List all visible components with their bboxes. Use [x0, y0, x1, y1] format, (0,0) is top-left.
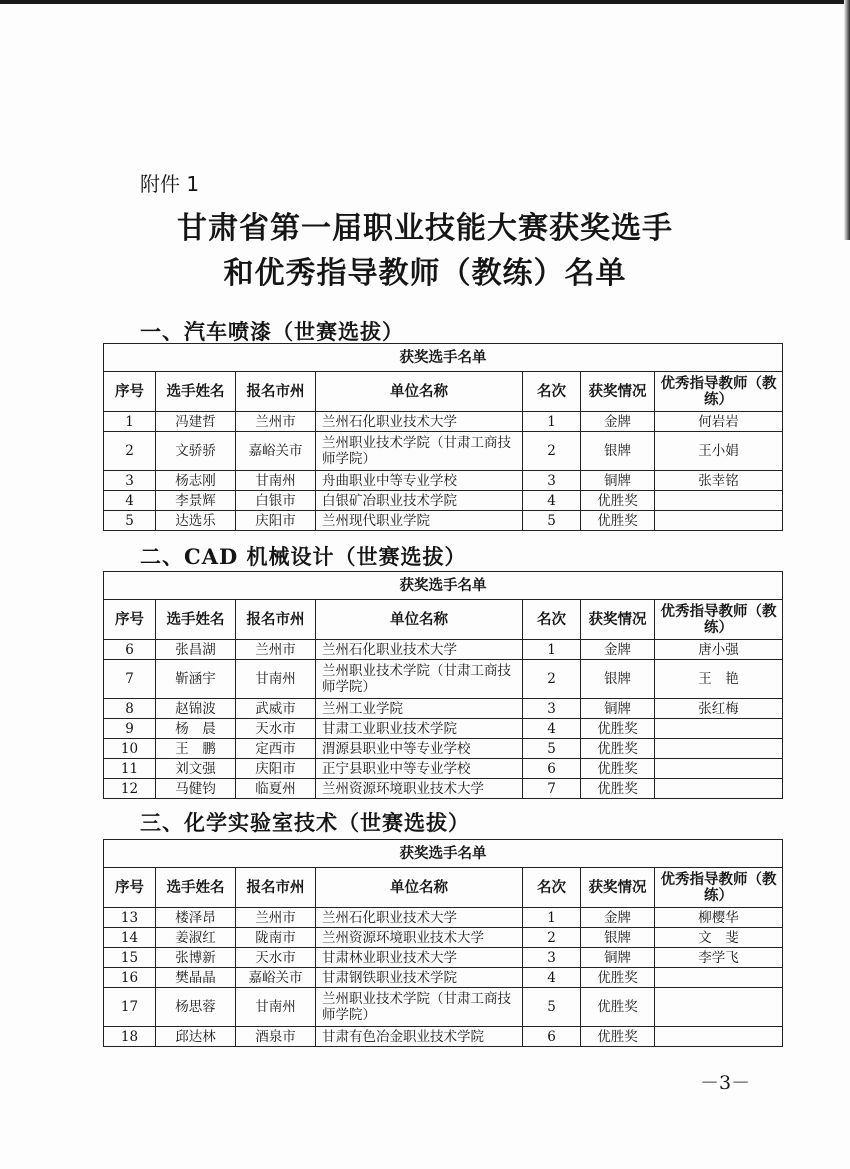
cell-rank: 1 [523, 908, 581, 928]
cell-rank: 2 [523, 928, 581, 948]
table-row [104, 948, 783, 968]
cell-award: 优胜奖 [581, 511, 655, 531]
cell-seq: 15 [104, 948, 156, 968]
cell-rank: 2 [523, 432, 581, 471]
column-header-unit: 单位名称 [316, 868, 523, 908]
cell-unit: 兰州职业技术学院（甘肃工商技师学院） [316, 660, 523, 699]
column-header-award: 获奖情况 [581, 372, 655, 412]
cell-coach: 张红梅 [655, 699, 783, 719]
column-header-rank: 名次 [523, 868, 581, 908]
cell-city: 甘南州 [236, 988, 316, 1027]
cell-city: 嘉峪关市 [236, 968, 316, 988]
column-header-seq: 序号 [104, 600, 156, 640]
cell-award: 金牌 [581, 412, 655, 432]
table-row [104, 491, 783, 511]
cell-rank: 3 [523, 471, 581, 491]
cell-award: 铜牌 [581, 471, 655, 491]
page-number: －3－ [700, 1072, 751, 1094]
cell-rank: 6 [523, 1027, 581, 1047]
cell-rank: 5 [523, 988, 581, 1027]
cell-award: 优胜奖 [581, 719, 655, 739]
column-header-city: 报名市州 [236, 372, 316, 412]
document-title-line-1: 甘肃省第一届职业技能大赛获奖选手 [177, 211, 673, 246]
cell-rank: 7 [523, 779, 581, 799]
cell-city: 兰州市 [236, 640, 316, 660]
cell-name: 楼泽昂 [156, 908, 236, 928]
cell-name: 马健钧 [156, 779, 236, 799]
cell-seq: 4 [104, 491, 156, 511]
cell-coach [655, 1027, 783, 1047]
cell-coach [655, 719, 783, 739]
scan-border-top [0, 0, 850, 4]
table-row [104, 432, 783, 471]
cell-city: 甘南州 [236, 471, 316, 491]
cell-award: 银牌 [581, 432, 655, 471]
award-table-3 [103, 839, 783, 1047]
cell-seq: 10 [104, 739, 156, 759]
column-header-name: 选手姓名 [156, 372, 236, 412]
column-header-unit: 单位名称 [316, 600, 523, 640]
cell-award: 优胜奖 [581, 491, 655, 511]
cell-seq: 1 [104, 412, 156, 432]
cell-coach: 李学飞 [655, 948, 783, 968]
table-row [104, 699, 783, 719]
cell-name: 张博新 [156, 948, 236, 968]
cell-unit: 白银矿冶职业技术学院 [316, 491, 523, 511]
table-header-row [104, 600, 783, 640]
column-header-city: 报名市州 [236, 868, 316, 908]
attachment-label: 附件 1 [140, 172, 200, 196]
cell-seq: 13 [104, 908, 156, 928]
cell-rank: 1 [523, 640, 581, 660]
cell-award: 金牌 [581, 640, 655, 660]
cell-city: 武威市 [236, 699, 316, 719]
cell-seq: 17 [104, 988, 156, 1027]
cell-award: 银牌 [581, 660, 655, 699]
award-table-2 [103, 571, 783, 799]
column-header-seq: 序号 [104, 372, 156, 412]
cell-city: 天水市 [236, 719, 316, 739]
section-heading-1: 一、汽车喷漆（世赛选拔） [140, 319, 404, 344]
cell-name: 达选乐 [156, 511, 236, 531]
cell-award: 优胜奖 [581, 1027, 655, 1047]
cell-name: 姜淑红 [156, 928, 236, 948]
cell-seq: 8 [104, 699, 156, 719]
column-header-name: 选手姓名 [156, 868, 236, 908]
table-row [104, 988, 783, 1027]
cell-award: 优胜奖 [581, 779, 655, 799]
table-row [104, 779, 783, 799]
cell-coach: 文 斐 [655, 928, 783, 948]
table-caption: 获奖选手名单 [104, 344, 783, 372]
cell-coach: 王 艳 [655, 660, 783, 699]
cell-city: 临夏州 [236, 779, 316, 799]
table-row [104, 640, 783, 660]
table-row [104, 739, 783, 759]
cell-seq: 6 [104, 640, 156, 660]
cell-award: 优胜奖 [581, 968, 655, 988]
cell-award: 铜牌 [581, 699, 655, 719]
cell-seq: 2 [104, 432, 156, 471]
section-heading-2: 二、CAD 机械设计（世赛选拔） [140, 544, 467, 569]
cell-unit: 兰州现代职业学院 [316, 511, 523, 531]
cell-city: 庆阳市 [236, 511, 316, 531]
cell-unit: 兰州石化职业技术大学 [316, 412, 523, 432]
table-row [104, 928, 783, 948]
cell-city: 嘉峪关市 [236, 432, 316, 471]
cell-unit: 甘肃钢铁职业技术学院 [316, 968, 523, 988]
cell-rank: 5 [523, 511, 581, 531]
table-row [104, 908, 783, 928]
cell-city: 酒泉市 [236, 1027, 316, 1047]
table-row [104, 759, 783, 779]
cell-name: 张昌湖 [156, 640, 236, 660]
cell-coach: 张幸铭 [655, 471, 783, 491]
cell-rank: 4 [523, 491, 581, 511]
table-row [104, 1027, 783, 1047]
cell-coach [655, 759, 783, 779]
cell-seq: 9 [104, 719, 156, 739]
table-caption: 获奖选手名单 [104, 572, 783, 600]
cell-name: 杨 晨 [156, 719, 236, 739]
cell-rank: 3 [523, 948, 581, 968]
cell-rank: 1 [523, 412, 581, 432]
cell-name: 邱达林 [156, 1027, 236, 1047]
table-row [104, 660, 783, 699]
cell-name: 杨思蓉 [156, 988, 236, 1027]
table-header-row [104, 372, 783, 412]
cell-name: 刘文强 [156, 759, 236, 779]
cell-city: 兰州市 [236, 412, 316, 432]
cell-rank: 6 [523, 759, 581, 779]
cell-coach: 何岩岩 [655, 412, 783, 432]
cell-city: 庆阳市 [236, 759, 316, 779]
cell-rank: 3 [523, 699, 581, 719]
column-header-coach: 优秀指导教师（教练） [655, 372, 783, 412]
cell-seq: 14 [104, 928, 156, 948]
cell-rank: 4 [523, 719, 581, 739]
cell-award: 优胜奖 [581, 739, 655, 759]
cell-award: 铜牌 [581, 948, 655, 968]
cell-unit: 兰州职业技术学院（甘肃工商技师学院） [316, 988, 523, 1027]
cell-seq: 5 [104, 511, 156, 531]
cell-coach [655, 511, 783, 531]
column-header-coach: 优秀指导教师（教练） [655, 868, 783, 908]
cell-unit: 甘肃工业职业技术学院 [316, 719, 523, 739]
cell-coach [655, 491, 783, 511]
table-caption-row [104, 572, 783, 600]
cell-seq: 16 [104, 968, 156, 988]
cell-award: 优胜奖 [581, 759, 655, 779]
cell-coach: 唐小强 [655, 640, 783, 660]
table-header-row [104, 868, 783, 908]
table-caption-row [104, 840, 783, 868]
column-header-city: 报名市州 [236, 600, 316, 640]
column-header-award: 获奖情况 [581, 868, 655, 908]
table-row [104, 471, 783, 491]
cell-coach [655, 779, 783, 799]
cell-coach [655, 988, 783, 1027]
table-row [104, 511, 783, 531]
cell-name: 靳涵宇 [156, 660, 236, 699]
cell-unit: 兰州资源环境职业技术大学 [316, 779, 523, 799]
cell-seq: 18 [104, 1027, 156, 1047]
cell-seq: 3 [104, 471, 156, 491]
cell-coach: 王小娟 [655, 432, 783, 471]
cell-name: 樊晶晶 [156, 968, 236, 988]
cell-name: 李景辉 [156, 491, 236, 511]
award-table-1 [103, 343, 783, 531]
section-heading-3: 三、化学实验室技术（世赛选拔） [140, 810, 470, 835]
table-row [104, 412, 783, 432]
cell-award: 金牌 [581, 908, 655, 928]
cell-name: 赵锦波 [156, 699, 236, 719]
cell-city: 白银市 [236, 491, 316, 511]
cell-city: 定西市 [236, 739, 316, 759]
cell-city: 陇南市 [236, 928, 316, 948]
cell-rank: 4 [523, 968, 581, 988]
cell-unit: 甘肃林业职业技术大学 [316, 948, 523, 968]
column-header-coach: 优秀指导教师（教练） [655, 600, 783, 640]
cell-name: 冯建哲 [156, 412, 236, 432]
cell-coach [655, 968, 783, 988]
cell-name: 杨志刚 [156, 471, 236, 491]
cell-unit: 兰州职业技术学院（甘肃工商技师学院） [316, 432, 523, 471]
table-row [104, 968, 783, 988]
cell-rank: 2 [523, 660, 581, 699]
column-header-rank: 名次 [523, 600, 581, 640]
cell-unit: 正宁县职业中等专业学校 [316, 759, 523, 779]
table-caption: 获奖选手名单 [104, 840, 783, 868]
cell-seq: 7 [104, 660, 156, 699]
cell-coach: 柳樱华 [655, 908, 783, 928]
cell-city: 甘南州 [236, 660, 316, 699]
column-header-seq: 序号 [104, 868, 156, 908]
cell-rank: 5 [523, 739, 581, 759]
cell-award: 优胜奖 [581, 988, 655, 1027]
table-row [104, 719, 783, 739]
column-header-unit: 单位名称 [316, 372, 523, 412]
cell-unit: 兰州资源环境职业技术大学 [316, 928, 523, 948]
cell-coach [655, 739, 783, 759]
column-header-name: 选手姓名 [156, 600, 236, 640]
column-header-award: 获奖情况 [581, 600, 655, 640]
cell-unit: 兰州工业学院 [316, 699, 523, 719]
column-header-rank: 名次 [523, 372, 581, 412]
cell-city: 兰州市 [236, 908, 316, 928]
cell-seq: 11 [104, 759, 156, 779]
cell-name: 文骄骄 [156, 432, 236, 471]
cell-name: 王 鹏 [156, 739, 236, 759]
document-title-line-2: 和优秀指导教师（教练）名单 [223, 256, 627, 291]
table-caption-row [104, 344, 783, 372]
cell-unit: 渭源县职业中等专业学校 [316, 739, 523, 759]
cell-unit: 兰州石化职业技术大学 [316, 640, 523, 660]
cell-unit: 甘肃有色冶金职业技术学院 [316, 1027, 523, 1047]
cell-award: 银牌 [581, 928, 655, 948]
cell-city: 天水市 [236, 948, 316, 968]
cell-unit: 舟曲职业中等专业学校 [316, 471, 523, 491]
cell-unit: 兰州石化职业技术大学 [316, 908, 523, 928]
cell-seq: 12 [104, 779, 156, 799]
